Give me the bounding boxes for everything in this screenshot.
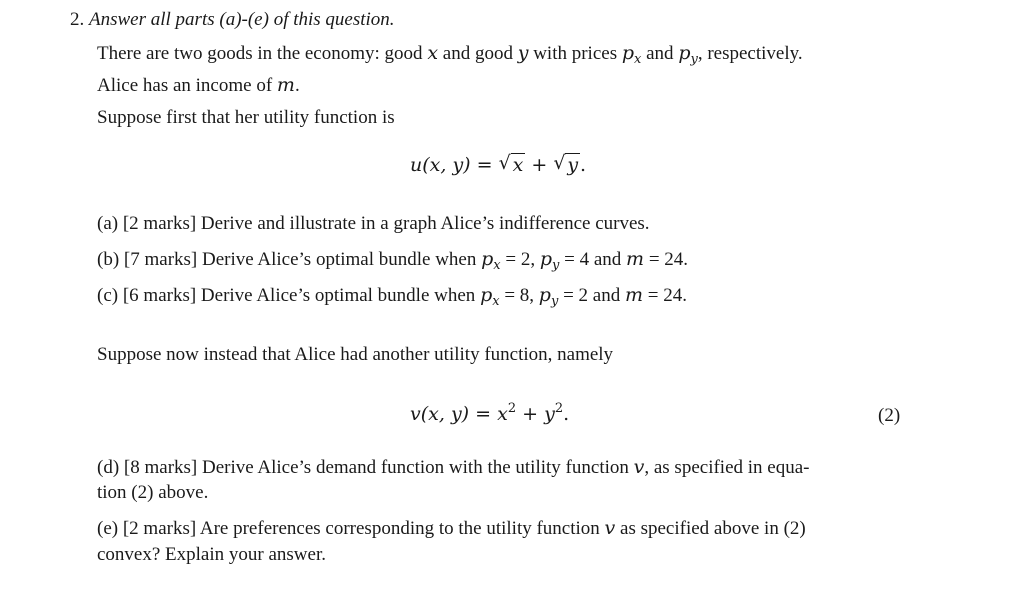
intro-line-2 [97,73,300,98]
equation-label: (2) [878,405,901,426]
part-e-line-1: (e) [2 marks] Are preferences corresponding to the utility function v as specified above in (2) [97,517,806,539]
intro-text: and [641,43,679,64]
math-y: y [517,42,529,64]
question-number: 2. [70,9,85,30]
intro-line-1 [97,41,803,66]
intro-text: There are two goods in the economy: good [97,43,428,64]
math-m: m [276,74,295,96]
intro-line-3: Suppose first that her utility function is [97,107,395,128]
math-px: $p_x$ [621,42,642,67]
question-header [70,8,395,32]
intro-line-4: Suppose now instead that Alice had another utility function, namely [97,344,614,365]
sqrt-y: √ y [553,153,580,177]
part-b: (b) [7 marks] Derive Alice’s optimal bundle when $p_x = 2$, $p_y = 4$ and m = 24. [97,248,689,273]
part-c: (c) [6 marks] Derive Alice’s optimal bundle when $p_x = 8$, $p_y = 2$ and m = 24. [97,284,687,309]
sqrt-x: √ x [499,153,526,177]
math-x: x [427,42,439,64]
math-py: $p_y$ [678,42,698,67]
intro-text: Alice has an income of [97,75,277,96]
part-a: (a) [2 marks] Derive and illustrate in a graph Alice’s indifference curves. [97,213,650,234]
part-e-line-2: convex? Explain your answer. [97,544,326,565]
question-instruction: Answer all parts (a)-(e) of this question. [89,9,395,30]
part-d-line-1: (d) [8 marks] Derive Alice’s demand function with the utility function v, as specified in equa- [97,456,810,478]
equation-v: v(x, $y) = x^2 + y^2$. [410,401,570,425]
equation-u: u(x, y) = √ x + √ y . [410,153,586,177]
intro-text: . [294,75,300,96]
intro-text: with prices [528,43,622,64]
part-d-line-2: tion (2) above. [97,482,209,503]
intro-text: and good [438,43,518,64]
intro-text: , respectively. [697,43,803,64]
